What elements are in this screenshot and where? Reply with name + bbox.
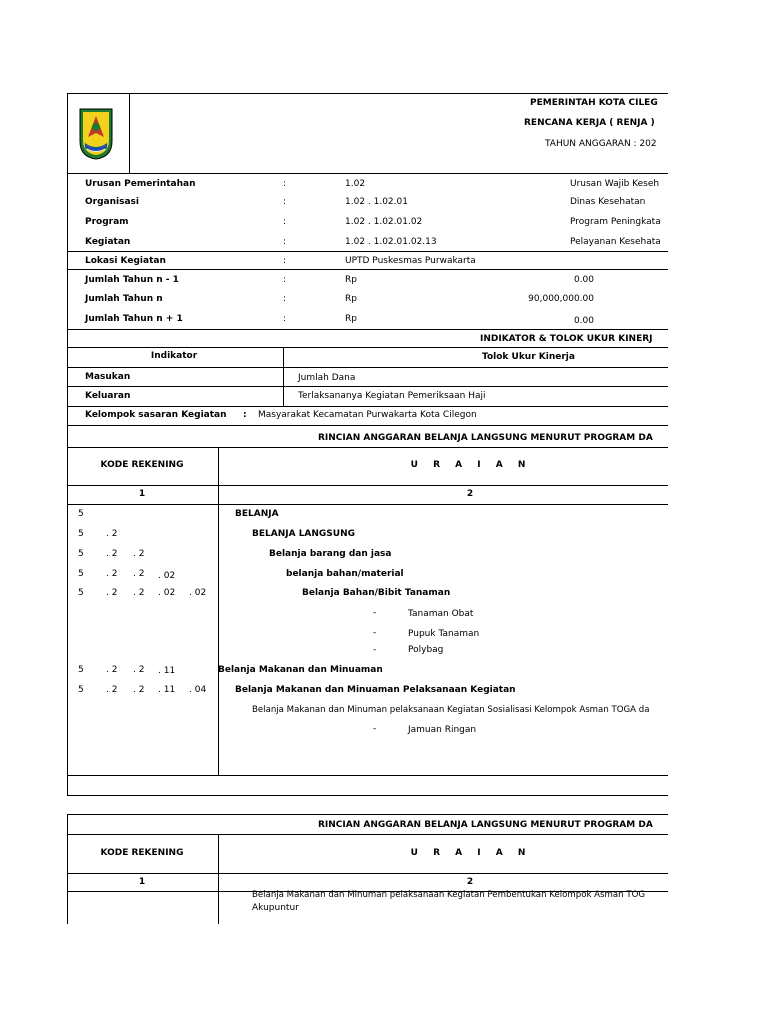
code-segment: . 2 [106,569,118,579]
info-currency: Rp [345,275,357,285]
column-number-2: 2 [466,489,474,499]
info-label-kegiatan: Kegiatan [85,237,131,247]
uraian-header: U R A I A N [410,848,532,858]
column-number-2: 2 [466,877,474,887]
info-code-organisasi: 1.02 . 1.02.01 [345,197,408,207]
row-description: Akupuntur [252,903,299,913]
row-description: Belanja Makanan dan Minuman pelaksanaan Kegiatan Pembentukan Kelompok Asman TOG [252,890,646,900]
info-amount-current: 90,000,000.00 [528,294,594,304]
row-description: belanja bahan/material [286,569,404,579]
info-value-lokasi: UPTD Puskesmas Purwakarta [345,256,476,266]
row-description: BELANJA LANGSUNG [252,529,356,539]
code-segment: . 2 [106,685,118,695]
code-segment: . 2 [133,665,145,675]
info-sep: : [283,197,287,207]
sasaran-label: Kelompok sasaran Kegiatan [85,410,227,420]
info-label-jumlah-prev: Jumlah Tahun n - 1 [85,275,179,285]
code-segment: 5 [78,588,84,598]
info-desc-organisasi: Dinas Kesehatan [570,197,646,207]
row-description: Polybag [408,645,444,655]
code-segment: . 04 [189,685,207,695]
sasaran-sep: : [243,410,247,420]
logo-divider [129,93,130,173]
info-label-program: Program [85,217,129,227]
info-sep: : [283,294,287,304]
column-number-1: 1 [138,877,146,887]
info-sep: : [283,179,287,189]
indikator-label-keluaran: Keluaran [85,391,131,401]
header-renja: RENCANA KERJA ( RENJA ) [524,118,655,128]
info-amount-next: 0.00 [573,316,594,326]
bullet-dash: - [373,608,377,618]
info-label-jumlah-next: Jumlah Tahun n + 1 [85,314,183,324]
tolok-ukur-col-header: Tolok Ukur Kinerja [482,352,575,362]
indikator-title: INDIKATOR & TOLOK UKUR KINERJ [480,334,653,344]
row-description: Tanaman Obat [408,609,474,619]
row-description: Pupuk Tanaman [408,629,480,639]
info-sep: : [283,237,287,247]
code-segment: . 2 [106,549,118,559]
header-government: PEMERINTAH KOTA CILEG [530,98,658,108]
info-desc-kegiatan: Pelayanan Kesehata [570,237,661,247]
code-segment: . 2 [133,569,145,579]
uraian-header: U R A I A N [410,460,532,470]
code-segment: . 2 [106,529,118,539]
row-description: Jamuan Ringan [408,725,477,735]
code-segment: 5 [78,569,84,579]
code-segment: 5 [78,549,84,559]
code-segment: . 02 [189,588,207,598]
rincian-title: RINCIAN ANGGARAN BELANJA LANGSUNG MENURUT PROGRAM DA [318,433,653,443]
info-label-urusan: Urusan Pemerintahan [85,179,196,189]
bullet-dash: - [373,645,377,655]
info-label-lokasi: Lokasi Kegiatan [85,256,166,266]
indikator-value-masukan: Jumlah Dana [298,373,356,383]
row-description: Belanja barang dan jasa [269,549,392,559]
code-segment: . 2 [106,665,118,675]
code-segment: . 2 [133,549,145,559]
code-segment: . 11 [158,666,176,676]
indikator-label-masukan: Masukan [85,372,131,382]
code-segment: . 02 [158,571,176,581]
row-description: BELANJA [235,509,279,519]
bullet-dash: - [373,724,377,734]
row-description: Belanja Makanan dan Minuaman Pelaksanaan Kegiatan [235,685,516,695]
column-number-1: 1 [138,489,146,499]
row-description: Belanja Makanan dan Minuman pelaksanaan Kegiatan Sosialisasi Kelompok Asman TOGA da [252,705,650,715]
info-code-urusan: 1.02 [345,179,366,189]
info-sep: : [283,275,287,285]
indikator-value-keluaran: Terlaksananya Kegiatan Pemeriksaan Haji [298,391,486,401]
code-segment: 5 [78,529,84,539]
row-description: Belanja Makanan dan Minuaman [218,665,383,675]
rincian-title: RINCIAN ANGGARAN BELANJA LANGSUNG MENURUT PROGRAM DA [318,820,653,830]
code-segment: . 2 [133,588,145,598]
info-currency: Rp [345,294,357,304]
code-segment: . 2 [106,588,118,598]
info-amount-prev: 0.00 [573,275,594,285]
code-segment: . 2 [133,685,145,695]
frame-left [67,93,68,796]
header-year: TAHUN ANGGARAN : 202 [545,139,657,149]
info-label-jumlah-current: Jumlah Tahun n [85,294,163,304]
sasaran-value: Masyarakat Kecamatan Purwakarta Kota Cilegon [258,410,477,420]
frame-top [67,93,668,94]
info-sep: : [283,314,287,324]
code-segment: 5 [78,685,84,695]
indikator-col-header: Indikator [150,351,198,361]
bullet-dash: - [373,628,377,638]
code-segment: . 11 [158,685,176,695]
kode-rekening-header: KODE REKENING [100,848,184,858]
info-desc-urusan: Urusan Wajib Keseh [570,179,660,189]
info-sep: : [283,256,287,266]
info-sep: : [283,217,287,227]
info-code-program: 1.02 . 1.02.01.02 [345,217,423,227]
info-desc-program: Program Peningkata [570,217,661,227]
row-description: Belanja Bahan/Bibit Tanaman [302,588,451,598]
kode-rekening-header: KODE REKENING [100,460,184,470]
info-code-kegiatan: 1.02 . 1.02.01.02.13 [345,237,437,247]
info-currency: Rp [345,314,357,324]
info-label-organisasi: Organisasi [85,197,139,207]
code-segment: . 02 [158,588,176,598]
code-segment: 5 [78,509,84,519]
government-logo [78,107,114,161]
code-segment: 5 [78,665,84,675]
